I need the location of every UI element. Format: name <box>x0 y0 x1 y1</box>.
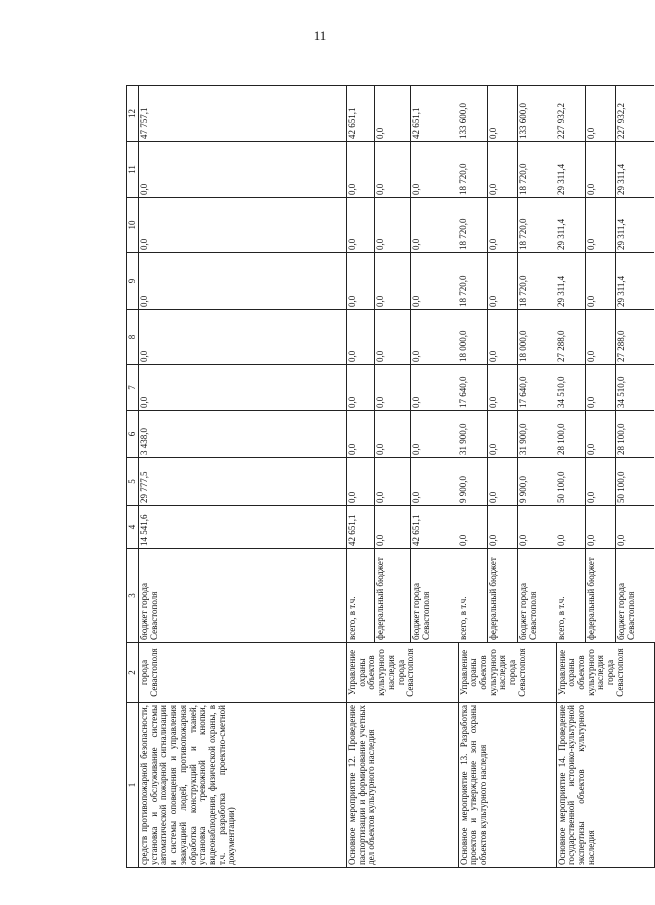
value: 29 311,4 <box>616 275 626 307</box>
value: 0,0 <box>375 506 411 548</box>
value: 0,0 <box>375 411 411 457</box>
value: 42 651,1 <box>411 107 421 139</box>
value: 0,0 <box>488 365 518 410</box>
funding-source: федеральный бюджет <box>586 549 616 642</box>
value: 0,0 <box>616 534 626 546</box>
value: 29 311,4 <box>616 218 626 250</box>
value: 0,0 <box>411 295 421 307</box>
value-cell <box>556 458 654 506</box>
value-cell: 29 777,5 <box>139 458 347 506</box>
budget-table <box>126 85 655 868</box>
value: 18 720,0 <box>458 142 488 197</box>
responsible-executor: города Севастополя <box>139 643 347 703</box>
value: 0,0 <box>375 253 411 309</box>
table-row <box>458 86 556 868</box>
value-cell <box>556 411 654 458</box>
funding-source-cell <box>458 549 556 643</box>
value: 0,0 <box>488 411 518 457</box>
column-header: 2 <box>127 643 139 703</box>
value: 17 640,0 <box>518 376 528 408</box>
column-header: 10 <box>127 198 139 253</box>
value-cell: 0,0 <box>139 142 347 198</box>
value: 28 100,0 <box>556 411 586 457</box>
value: 0,0 <box>586 253 616 309</box>
column-header: 3 <box>127 549 139 643</box>
rotated-table-container <box>126 86 636 868</box>
value: 9 900,0 <box>458 458 488 505</box>
responsible-executor: Управление охраны объектов культурного наследия города Севастополя <box>556 643 654 703</box>
column-header: 5 <box>127 458 139 506</box>
funding-source: бюджет города Севастополя <box>616 583 636 640</box>
funding-source: бюджет города Севастополя <box>139 549 347 643</box>
value-cell <box>458 86 556 142</box>
value-cell <box>347 411 459 458</box>
value: 0,0 <box>411 396 421 408</box>
value: 0,0 <box>586 506 616 548</box>
value: 0,0 <box>488 198 518 252</box>
value: 29 311,4 <box>556 253 586 309</box>
value: 18 720,0 <box>518 275 528 307</box>
value-cell: 14 541,6 <box>139 506 347 549</box>
value: 0,0 <box>411 238 421 250</box>
value-cell: 0,0 <box>139 365 347 411</box>
funding-source: всего, в т.ч. <box>347 549 375 642</box>
value-cell: 0,0 <box>139 253 347 310</box>
funding-source: всего, в т.ч. <box>556 549 586 642</box>
activity-description: Основное мероприятие 12. Проведение паспортизации и формирование учетных дел объектов культурного наследия <box>347 703 459 868</box>
value: 29 311,4 <box>616 163 626 195</box>
value: 0,0 <box>586 86 616 141</box>
value: 0,0 <box>586 142 616 197</box>
value: 27 288,0 <box>556 310 586 364</box>
page-number: 11 <box>313 28 327 43</box>
value-cell <box>458 253 556 310</box>
value: 0,0 <box>347 253 375 309</box>
value: 0,0 <box>518 534 528 546</box>
value-cell <box>556 310 654 365</box>
value: 0,0 <box>411 491 421 503</box>
value: 18 720,0 <box>458 253 488 309</box>
value: 34 510,0 <box>616 376 626 408</box>
responsible-executor: Управление охраны объектов культурного наследия города Севастополя <box>347 643 459 703</box>
funding-source: федеральный бюджет <box>488 549 518 642</box>
table-row <box>347 86 459 868</box>
value: 0,0 <box>375 310 411 364</box>
funding-source: бюджет города Севастополя <box>411 583 431 640</box>
value: 0,0 <box>586 411 616 457</box>
value: 0,0 <box>586 198 616 252</box>
value: 28 100,0 <box>616 423 626 455</box>
value: 18 720,0 <box>518 163 528 195</box>
value: 29 311,4 <box>556 198 586 252</box>
value: 0,0 <box>347 310 375 364</box>
value-cell <box>347 198 459 253</box>
value-cell <box>458 411 556 458</box>
value: 42 651,1 <box>347 86 375 141</box>
value-cell <box>347 86 459 142</box>
value-cell <box>458 198 556 253</box>
column-header: 12 <box>127 86 139 142</box>
column-header: 1 <box>127 703 139 868</box>
value-cell <box>347 506 459 549</box>
value: 0,0 <box>411 350 421 362</box>
value: 0,0 <box>488 458 518 505</box>
value-cell <box>458 142 556 198</box>
value: 0,0 <box>458 506 488 548</box>
column-header: 8 <box>127 310 139 365</box>
value-cell <box>556 365 654 411</box>
value: 0,0 <box>347 198 375 252</box>
value: 227 932,2 <box>616 103 626 139</box>
funding-source-cell <box>347 549 459 643</box>
value: 27 288,0 <box>616 330 626 362</box>
value: 0,0 <box>375 142 411 197</box>
table-frame <box>126 86 636 868</box>
value: 0,0 <box>375 458 411 505</box>
value-cell: 3 438,0 <box>139 411 347 458</box>
column-header: 11 <box>127 142 139 198</box>
funding-source: федеральный бюджет <box>375 549 411 642</box>
value: 0,0 <box>488 253 518 309</box>
column-header: 7 <box>127 365 139 411</box>
column-header: 4 <box>127 506 139 549</box>
value: 50 100,0 <box>616 471 626 503</box>
value-cell: 0,0 <box>139 198 347 253</box>
value-cell <box>347 142 459 198</box>
value: 18 720,0 <box>518 218 528 250</box>
value: 0,0 <box>488 86 518 141</box>
value: 0,0 <box>375 365 411 410</box>
value-cell: 47 757,1 <box>139 86 347 142</box>
value: 0,0 <box>411 443 421 455</box>
value: 9 900,0 <box>518 476 528 503</box>
value: 50 100,0 <box>556 458 586 505</box>
value-cell <box>347 310 459 365</box>
value: 34 510,0 <box>556 365 586 410</box>
column-header: 9 <box>127 253 139 310</box>
value: 0,0 <box>586 365 616 410</box>
value: 42 651,1 <box>347 506 375 548</box>
value-cell <box>556 253 654 310</box>
value-cell: 0,0 <box>139 310 347 365</box>
value: 0,0 <box>556 506 586 548</box>
value: 18 720,0 <box>458 198 488 252</box>
value-cell <box>347 458 459 506</box>
activity-description: средств противопожарной безопасности, установка и обслуживание системы автоматической пожарной сигнализации и системы оповещения и управления эвакуацией людей, противопожарная обработка конструкций и тканей, установка тревожной кнопки, видеонаблюдения, физической охраны, в т.ч. разработка проектно-сметной документации) <box>139 703 347 868</box>
value-cell <box>556 506 654 549</box>
value-cell <box>458 310 556 365</box>
value: 227 932,2 <box>556 86 586 141</box>
value: 29 311,4 <box>556 142 586 197</box>
value: 0,0 <box>488 506 518 548</box>
value: 0,0 <box>586 310 616 364</box>
funding-source: всего, в т.ч. <box>458 549 488 642</box>
value: 0,0 <box>375 86 411 141</box>
responsible-executor: Управление охраны объектов культурного наследия города Севастополя <box>458 643 556 703</box>
table-row <box>556 86 654 868</box>
value: 31 900,0 <box>458 411 488 457</box>
value-cell <box>556 198 654 253</box>
value: 0,0 <box>488 142 518 197</box>
value-cell <box>458 365 556 411</box>
value-cell <box>458 506 556 549</box>
value: 133 600,0 <box>518 103 528 139</box>
value: 18 000,0 <box>518 330 528 362</box>
value: 31 900,0 <box>518 423 528 455</box>
value: 0,0 <box>411 183 421 195</box>
value: 18 000,0 <box>458 310 488 364</box>
funding-source: бюджет города Севастополя <box>518 583 538 640</box>
activity-description: Основное мероприятие 14. Проведение государственной историко-культурной экспертизы объектов культурного наследия <box>556 703 654 868</box>
value: 0,0 <box>586 458 616 505</box>
value: 0,0 <box>347 411 375 457</box>
table-row-continuation <box>139 86 347 868</box>
value-cell <box>556 142 654 198</box>
value: 17 640,0 <box>458 365 488 410</box>
activity-description: Основное мероприятие 13. Разработка проектов и утверждение зон охраны объектов культурного наследия <box>458 703 556 868</box>
value: 42 651,1 <box>411 514 421 546</box>
value: 0,0 <box>347 458 375 505</box>
value-cell <box>556 86 654 142</box>
value: 0,0 <box>347 365 375 410</box>
value-cell <box>458 458 556 506</box>
funding-source-cell <box>556 549 654 643</box>
header-row <box>127 86 139 868</box>
value: 0,0 <box>375 198 411 252</box>
value-cell <box>347 365 459 411</box>
value: 0,0 <box>347 142 375 197</box>
value-cell <box>347 253 459 310</box>
value: 0,0 <box>488 310 518 364</box>
value: 133 600,0 <box>458 86 488 141</box>
column-header: 6 <box>127 411 139 458</box>
